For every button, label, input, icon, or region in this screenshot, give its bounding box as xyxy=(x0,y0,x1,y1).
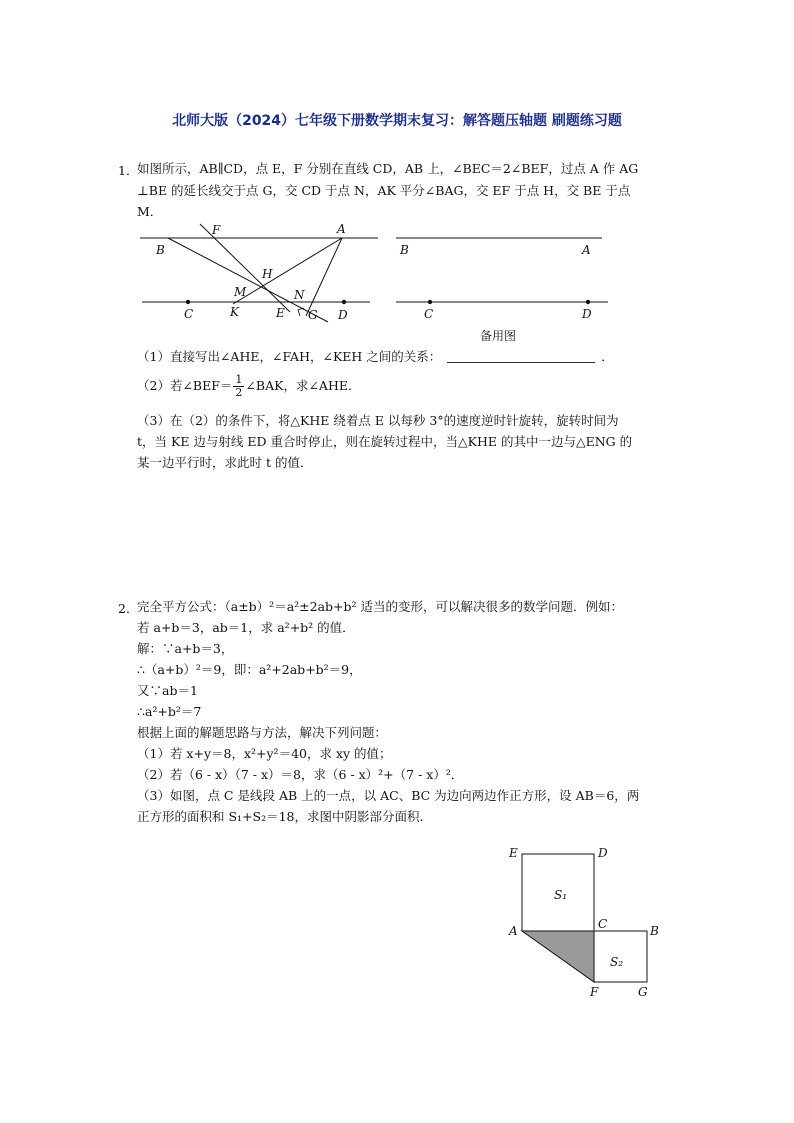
spare-caption: 备用图 xyxy=(480,329,517,343)
label-c: C xyxy=(598,917,608,931)
q1-stem-line2: ⊥BE 的延长线交于点 G，交 CD 于点 N，AK 平分∠BAG，交 EF 于点 H，交 BE 于点 xyxy=(137,183,631,198)
q1-part2 xyxy=(137,374,360,399)
point-d xyxy=(342,300,346,304)
spare-label-b: B xyxy=(400,243,409,257)
line-ag xyxy=(306,238,342,316)
q2-line10: （3）如图，点 C 是线段 AB 上的一点，以 AC、BC 为边向两边作正方形，设 AB＝6，两 xyxy=(137,788,640,803)
label-d: D xyxy=(338,308,348,322)
q1-stem-line1: 如图所示，AB∥CD，点 E，F 分别在直线 CD，AB 上，∠BEC＝2∠BEF，过点 A 作 AG xyxy=(137,161,639,176)
label-h: H xyxy=(262,267,273,281)
q1-number: 1． xyxy=(118,163,139,178)
shaded-triangle xyxy=(522,931,594,982)
label-s1: S₁ xyxy=(554,888,568,902)
label-b: B xyxy=(650,924,659,938)
q1-part2-b: ∠BAK，求∠AHE． xyxy=(245,378,361,393)
page-title: 北师大版（2024）七年级下册数学期末复习：解答题压轴题 刷题练习题 xyxy=(172,113,622,129)
q2-line7: 根据上面的解题思路与方法，解决下列问题： xyxy=(137,725,388,740)
label-a: A xyxy=(337,222,346,236)
label-k: K xyxy=(230,305,239,319)
fraction-one-half xyxy=(233,374,244,399)
q1-part1-text: （1）直接写出∠AHE，∠FAH，∠KEH 之间的关系： xyxy=(137,349,442,364)
label-s2: S₂ xyxy=(610,955,624,969)
q1-part2-a: （2）若∠BEF＝ xyxy=(137,378,233,393)
q1-main-figure xyxy=(130,220,380,325)
spare-label-d: D xyxy=(582,307,592,321)
q1-part3-line3: 某一边平行时，求此时 t 的值． xyxy=(137,455,313,470)
line-ak xyxy=(233,238,342,304)
q2-line1: 完全平方公式：（a±b）²＝a²±2ab+b² 适当的变形，可以解决很多的数学问题．例如： xyxy=(137,599,623,614)
q2-line11: 正方形的面积和 S₁+S₂＝18，求图中阴影部分面积． xyxy=(137,809,433,824)
answer-blank[interactable] xyxy=(447,348,595,363)
q2-number: 2． xyxy=(118,601,139,616)
spare-point-d xyxy=(586,300,590,304)
q1-part3-line1: （3）在（2）的条件下，将△KHE 绕着点 E 以每秒 3°的速度逆时针旋转，旋转时间为 xyxy=(137,413,619,428)
q1-part1-end: ． xyxy=(601,349,614,364)
q2-line2: 若 a+b＝3，ab＝1，求 a²+b² 的值． xyxy=(137,620,355,635)
spare-label-a: A xyxy=(582,243,591,257)
label-f: F xyxy=(590,985,599,999)
label-e: E xyxy=(276,306,285,320)
q2-line6: ∴a²+b²＝7 xyxy=(137,704,202,719)
label-g: G xyxy=(638,985,648,999)
q1-part1 xyxy=(137,346,614,367)
q2-line5: 又∵ab＝1 xyxy=(137,683,198,698)
q2-squares-figure xyxy=(500,842,670,1002)
label-c: C xyxy=(184,307,194,321)
label-b: B xyxy=(156,243,165,257)
fraction-numerator: 1 xyxy=(235,373,243,386)
fraction-denominator: 2 xyxy=(235,386,243,399)
q1-part3-line2: t，当 KE 边与射线 ED 重合时停止，则在旋转过程中，当△KHE 的其中一边与△ENG 的 xyxy=(137,434,633,449)
label-a: A xyxy=(509,924,518,938)
spare-label-c: C xyxy=(424,307,434,321)
q2-line3: 解：∵a+b＝3， xyxy=(137,641,234,656)
q2-line9: （2）若（6 - x）（7 - x）＝8，求（6 - x）²+（7 - x）²． xyxy=(137,767,464,782)
label-g: G xyxy=(308,308,318,322)
q2-line8: （1）若 x+y＝8，x²+y²＝40，求 xy 的值； xyxy=(137,746,392,761)
point-c xyxy=(186,300,190,304)
label-f: F xyxy=(212,223,221,237)
label-n: N xyxy=(294,288,305,302)
q1-spare-figure xyxy=(390,226,615,346)
spare-point-c xyxy=(428,300,432,304)
q1-stem-line3: M． xyxy=(137,204,163,219)
label-m: M xyxy=(234,285,247,299)
label-d: D xyxy=(598,846,608,860)
label-e: E xyxy=(509,846,518,860)
q2-line4: ∴（a+b）²＝9，即：a²+2ab+b²＝9， xyxy=(137,662,362,677)
